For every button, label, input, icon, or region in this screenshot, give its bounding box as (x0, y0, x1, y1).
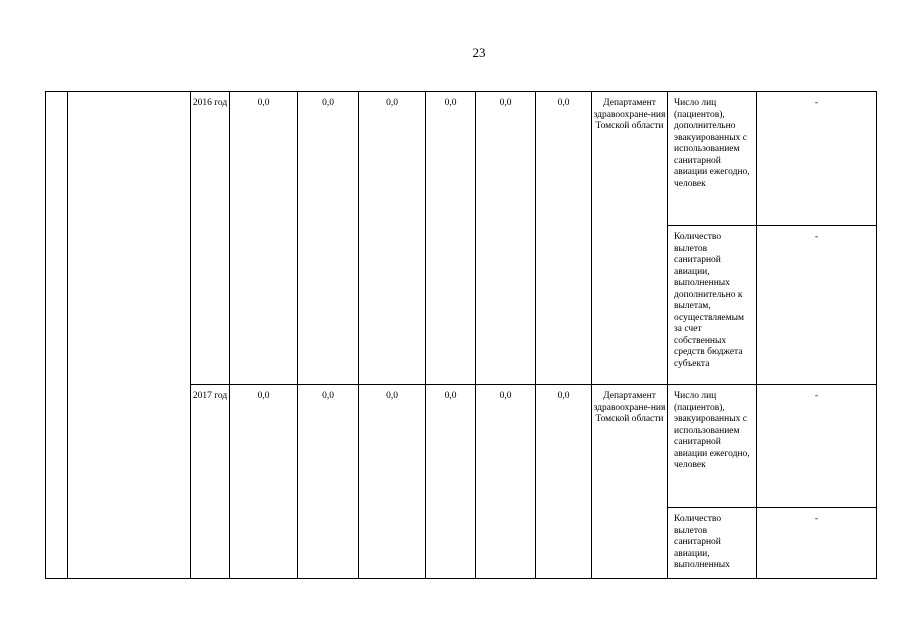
event-name-cell (68, 92, 191, 579)
indicator-value-cell: - (757, 385, 877, 508)
indicator-cell: Количество вылетов санитарной авиации, выполненных дополнительно к вылетам, осуществляемым за счет собственных средств бюджета субъекта (668, 226, 757, 385)
number-cell (46, 92, 68, 579)
executor-cell: Департамент здравоохране-ния Томской области (592, 92, 668, 385)
value-cell: 0,0 (426, 92, 476, 385)
indicator-value-cell: - (757, 226, 877, 385)
page-number: 23 (472, 45, 486, 60)
value-cell: 0,0 (536, 385, 592, 579)
value-cell: 0,0 (426, 385, 476, 579)
value-cell: 0,0 (359, 92, 426, 385)
indicator-value-cell: - (757, 508, 877, 579)
value-cell: 0,0 (298, 385, 359, 579)
indicator-cell: Количество вылетов санитарной авиации, выполненных (668, 508, 757, 579)
executor-cell: Департамент здравоохране-ния Томской области (592, 385, 668, 579)
value-cell: 0,0 (230, 385, 298, 579)
value-cell: 0,0 (230, 92, 298, 385)
year-cell: 2016 год (191, 92, 230, 385)
indicator-value-cell: - (757, 92, 877, 226)
table-row (46, 92, 877, 226)
indicator-cell: Число лиц (пациентов), эвакуированных с использованием санитарной авиации ежегодно, человек (668, 385, 757, 508)
value-cell: 0,0 (476, 92, 536, 385)
value-cell: 0,0 (476, 385, 536, 579)
program-table (45, 91, 877, 579)
value-cell: 0,0 (298, 92, 359, 385)
year-cell: 2017 год (191, 385, 230, 579)
value-cell: 0,0 (536, 92, 592, 385)
indicator-cell: Число лиц (пациентов), дополнительно эвакуированных с использованием санитарной авиации ежегодно, человек (668, 92, 757, 226)
value-cell: 0,0 (359, 385, 426, 579)
